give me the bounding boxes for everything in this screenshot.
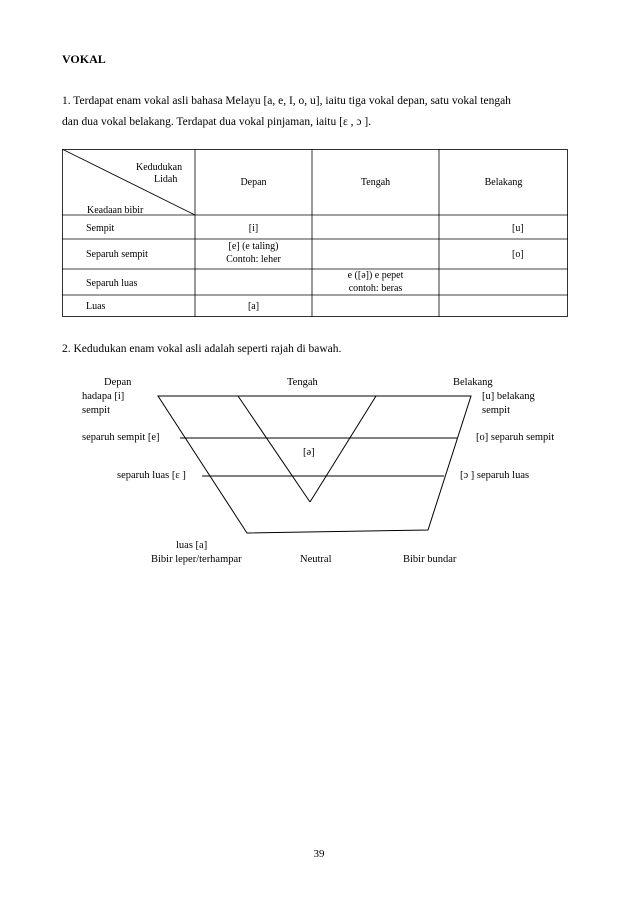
column-header-depan: Depan [240,177,267,188]
row-label-luas: Luas [86,301,106,312]
header-keadaan-bibir: Keadaan bibir [87,205,144,216]
column-header-tengah: Tengah [360,177,391,188]
label-schwa: [ə] [303,447,315,458]
label-tengah: Tengah [287,377,318,388]
row-label-separuh-sempit: Separuh sempit [86,249,148,260]
cell-luas-depan: [a] [247,301,260,312]
column-header-belakang: Belakang [484,177,523,188]
point-2: 2. Kedudukan enam vokal asli adalah seperti rajah di bawah. [62,343,342,355]
cell-separuh-luas-tengah: e ([ə]) e pepet [347,270,404,281]
cell-sempit-belakang: [u] [512,223,524,234]
cell-separuh-sempit-belakang: [o] [512,249,524,260]
central-v-left [238,396,310,502]
header-lidah: Lidah [154,174,178,185]
label-bibir-leper: Bibir leper/terhampar [151,554,242,565]
label-sempit-right: sempit [482,405,510,416]
vowel-table [62,149,568,317]
cell-separuh-sempit-depan: [e] (e taling) [228,241,279,252]
label-open-o-separuh-luas: [ɔ ] separuh luas [460,470,530,481]
label-depan: Depan [104,377,132,388]
row-label-sempit: Sempit [86,223,115,234]
point-1-line-1: 1. Terdapat enam vokal asli bahasa Melayu [a, e, I, o, u], iaitu tiga vokal depan, satu vokal tengah [62,95,511,107]
central-v-right [310,396,376,502]
label-u-belakang: [u] belakang [482,391,535,402]
cell-sempit-depan: [i] [248,223,259,234]
cell-separuh-sempit-depan-example: Contoh: leher [226,254,281,265]
label-bibir-bundar: Bibir bundar [403,554,457,565]
label-neutral: Neutral [300,554,332,565]
header-kedudukan: Kedudukan [136,162,183,173]
row-label-separuh-luas: Separuh luas [86,278,138,289]
page-heading: VOKAL [62,52,106,66]
label-sempit-left: sempit [82,405,110,416]
page-number: 39 [313,848,325,860]
trapezium-outline [158,396,471,533]
vowel-trapezium-diagram [0,370,638,570]
label-belakang: Belakang [453,377,493,388]
cell-separuh-luas-tengah-example: contoh: beras [348,283,403,294]
label-hadapa-i: hadapa [i] [82,391,125,402]
label-luas-a: luas [a] [176,540,208,551]
point-1-line-2: dan dua vokal belakang. Terdapat dua vokal pinjaman, iaitu [ɛ , ɔ ]. [62,116,372,128]
label-separuh-sempit-e: separuh sempit [e] [82,432,160,443]
label-separuh-luas-e: separuh luas [ɛ ] [117,470,186,481]
label-o-separuh-sempit: [o] separuh sempit [476,432,555,443]
